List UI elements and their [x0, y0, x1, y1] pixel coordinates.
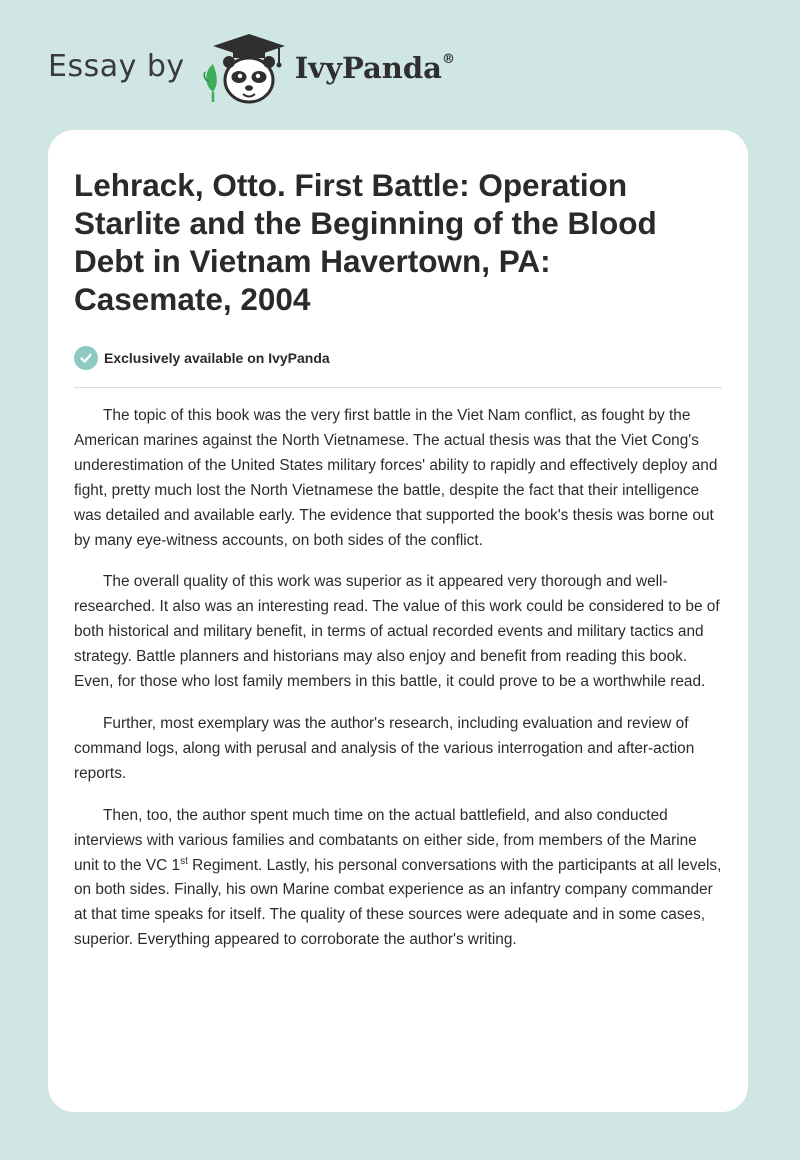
brand-name: [295, 51, 455, 85]
exclusive-label: Exclusively available on IvyPanda: [104, 350, 330, 366]
paragraph-4: [74, 804, 724, 953]
divider: [74, 387, 722, 388]
essay-by-label: Essay by: [48, 48, 185, 84]
check-icon: [79, 351, 93, 365]
registered-mark: ®: [441, 52, 455, 68]
ivypanda-logo[interactable]: [199, 30, 291, 110]
essay-body: [74, 404, 724, 970]
site-header: [48, 30, 455, 110]
paragraph-4-start: Then, too, the author spent much time on the actual battlefield, and also conducted interviews with various families and combatants on either side, from members of the Marine unit to the VC 1: [74, 806, 697, 874]
ordinal-suffix: st: [180, 855, 188, 867]
panda-graduate-icon: [199, 30, 291, 110]
brand-name-text: IvyPanda: [294, 51, 442, 85]
paragraph-4-end: Regiment. Lastly, his personal conversations with the participants at all levels, on both sides. Finally, his own Marine combat experience as an infantry company commander at that time speaks for itself. The quality of these sources were adequate and in some cases, superior. Everything appeared to corroborate the author's writing.: [74, 856, 722, 949]
essay-title: Lehrack, Otto. First Battle: Operation Starlite and the Beginning of the Blood Debt in Vietnam Havertown, PA: Casemate, 2004: [74, 167, 657, 317]
check-badge: [74, 346, 98, 370]
paragraph-1: The topic of this book was the very first battle in the Viet Nam conflict, as fought by the American marines against the North Vietnamese. The actual thesis was that the Viet Cong's underestimation of the United States military forces' ability to rapidly and effectively deploy and fight, pretty much lost the North Vietnamese the battle, despite the fact that their intelligence was detailed and available early. The evidence that supported the book's thesis was borne out by many eye-witness accounts, on both sides of the conflict.: [74, 407, 718, 549]
paragraph-2: The overall quality of this work was superior as it appeared very thorough and well-researched. It also was an interesting read. The value of this work could be considered to be of both historical and military benefit, in terms of actual recorded events and military tactics and strategy. Battle planners and historians may also enjoy and benefit from reading this book. Even, for those who lost family members in this battle, it could prove to be a worthwhile read.: [74, 573, 720, 691]
essay-card: [48, 130, 748, 1112]
exclusive-notice: [74, 346, 330, 370]
paragraph-3: Further, most exemplary was the author's research, including evaluation and review of command logs, along with perusal and analysis of the various interrogation and after-action reports.: [74, 714, 695, 782]
